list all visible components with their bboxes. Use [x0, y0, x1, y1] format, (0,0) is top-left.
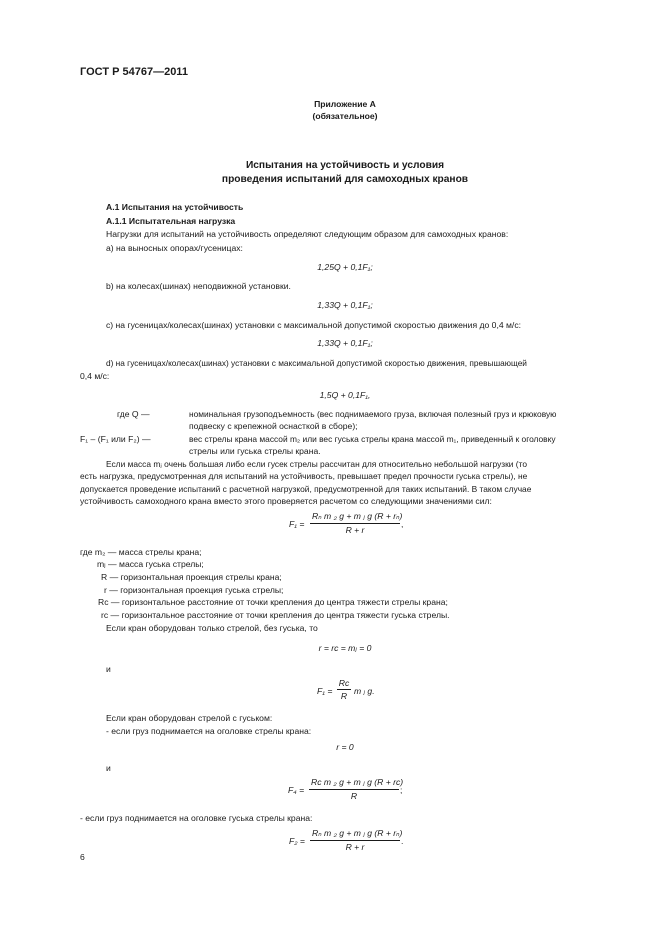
def-row	[98, 597, 448, 607]
def-q-term: где Q —	[117, 409, 150, 419]
formula1-fraction	[310, 511, 403, 535]
def-q-line2: подвеску с крепежной оснасткой в сборе);	[189, 421, 358, 431]
formula4-numerator: Rₙ m ₂ g + m ⱼ g (R + rₙ)	[310, 828, 400, 841]
doc-title-line2: проведения испытаний для самоходных кранов	[221, 174, 469, 185]
def-f-term: F₁ – (F₁ или F₂) —	[80, 434, 151, 444]
formula3-tail: ;	[400, 785, 403, 795]
def-text: горизонтальное расстояние от точки крепления до центра тяжести гуська стрелы.	[121, 610, 450, 620]
boom-jib-text: Если кран оборудован стрелой с гуськом:	[106, 713, 273, 723]
standard-number: ГОСТ Р 54767—2011	[80, 66, 188, 78]
mass-para-line3: допускается проведение испытаний с расчетной нагрузкой, предусмотренной для таких испытаний. В таком случае	[80, 484, 532, 494]
item-d-line1: d) на гусеницах/колесах(шинах) установки с максимальной допустимой скоростью движения, превышающей	[106, 358, 527, 368]
def-text: горизонтальная проекция гуська стрелы;	[120, 585, 284, 595]
mass-para-line1: Если масса mⱼ очень большая либо если гусек стрелы рассчитан для относительно небольшой нагрузки (то	[106, 459, 527, 469]
formula3-lhs: F₄ =	[288, 785, 305, 795]
formula-c: 1,33Q + 0,1F₁;	[317, 338, 373, 348]
def-term: R —	[101, 572, 119, 582]
formula4-fraction	[310, 828, 403, 852]
mass-para-line4: устойчивость самоходного крана вместо этого проверяется расчетом со следующими значениями сил:	[80, 496, 492, 506]
page-number: 6	[80, 852, 85, 862]
doc-title-line1: Испытания на устойчивость и условия	[245, 160, 445, 171]
def-f-line1: вес стрелы крана массой m₂ или вес гуська стрелы крана массой m₁, приведенный к оголовку	[189, 434, 556, 444]
formula4-tail: .	[401, 836, 404, 846]
and-text-2: и	[106, 763, 111, 773]
intro-text: Нагрузки для испытаний на устойчивость определяют следующим образом для самоходных кранов:	[106, 229, 509, 239]
formula-r0: r = 0	[336, 742, 354, 752]
formula3-fraction	[309, 777, 404, 801]
item-d-line2: 0,4 м/с:	[80, 371, 110, 381]
case1-text: - если груз поднимается на оголовке стрелы крана:	[106, 726, 312, 736]
def-q-line1: номинальная грузоподъемность (вес поднимаемого груза, включая полезный груз и крюковую	[189, 409, 557, 419]
formula3-denominator: R	[350, 791, 358, 801]
def-text: горизонтальная проекция стрелы крана;	[120, 572, 282, 582]
appendix-title: Приложение А	[314, 99, 376, 109]
section-a11: А.1.1 Испытательная нагрузка	[106, 216, 236, 226]
formula1-tail: ,	[401, 519, 404, 529]
formula3-numerator: Rc m ₂ g + m ⱼ g (R + rc)	[309, 777, 399, 790]
and-text-1: и	[106, 664, 111, 674]
formula4-denominator: R + r	[345, 842, 365, 852]
formula4-lhs: F₂ =	[289, 836, 305, 846]
def-text: масса стрелы крана;	[118, 547, 202, 557]
case2-text: - если груз поднимается на оголовке гуська стрелы крана:	[80, 813, 313, 823]
def-term: где m₂ —	[80, 547, 117, 557]
formula2-denominator: R	[340, 691, 348, 701]
item-c: c) на гусеницах/колесах(шинах) установки с максимальной допустимой скоростью движения до 0,4 м/с:	[106, 320, 522, 330]
def-text: горизонтальное расстояние от точки крепления до центра тяжести стрелы крана;	[121, 597, 448, 607]
def-f-line2: стрелы или гуська стрелы крана.	[189, 446, 321, 456]
section-a1: А.1 Испытания на устойчивость	[106, 202, 244, 212]
def-term: rc —	[101, 610, 120, 620]
appendix-status: (обязательное)	[312, 111, 378, 121]
formula-a: 1,25Q + 0,1F₁;	[317, 262, 373, 272]
formula1-denominator: R + r	[345, 525, 365, 535]
def-row	[97, 559, 204, 570]
def-row	[104, 585, 283, 595]
def-row	[101, 572, 282, 582]
mass-para-line2: есть нагрузка, предусмотренная для испытаний на устойчивость, превышает предел прочности гуська стрелы), не	[80, 471, 528, 481]
formula2-numerator: Rc	[338, 678, 350, 688]
formula2-fraction	[337, 678, 351, 701]
item-b: b) на колесах(шинах) неподвижной установки.	[106, 281, 291, 291]
def-term: mⱼ —	[97, 559, 117, 569]
formula-b: 1,33Q + 0,1F₁;	[317, 300, 373, 310]
formula-d: 1,5Q + 0,1F₁,	[319, 390, 371, 400]
def-term: Rc —	[98, 597, 120, 607]
def-text: масса гуська стрелы;	[119, 559, 204, 569]
formula2-lhs: F₁ =	[317, 686, 333, 696]
boom-only-text: Если кран оборудован только стрелой, без гуська, то	[106, 623, 318, 633]
formula-zero: r = rc = mⱼ = 0	[318, 643, 372, 653]
item-a: а) на выносных опорах/гусеницах:	[106, 243, 243, 253]
formula1-lhs: F₁ =	[289, 519, 305, 529]
def-row	[80, 547, 202, 557]
formula2-tail: m ⱼ g.	[354, 686, 375, 696]
formula1-numerator: Rₙ m ₂ g + m ⱼ g (R + rₙ)	[310, 511, 400, 524]
def-term: r —	[104, 585, 118, 595]
def-row	[101, 610, 450, 620]
